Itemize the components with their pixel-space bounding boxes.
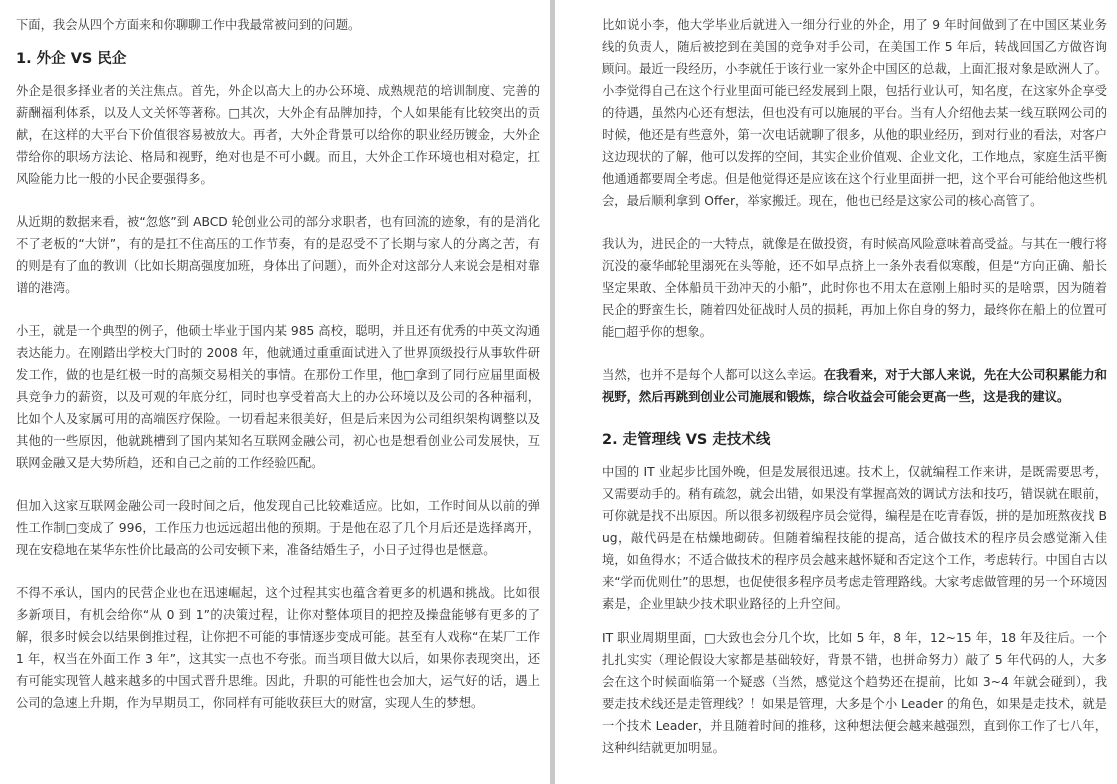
section-heading-management-vs-tech: 2. 走管理线 VS 走技术线 [602, 432, 771, 448]
paragraph-xiaowang-example: 小王，就是一个典型的例子，他硕士毕业于国内某 985 高校，聪明，并且还有优秀的中英文沟通表达能力。在刚踏出学校大门时的 2008 年，他就通过重重面试进入了世界顶级投行从事软件研发工作，做的也是红极一时的高频交易相关的事情。在那份工作里，他□拿到了同行应届里面极具竞争力的薪资，以及可观的年底分红，同时也享受着高大上的办公环境以及公司的各种福利，比如个人及家属可用的高端医疗保险。一切看起来很美好，但是后来因为公司组织架构调整以及其他的一些原因，他就跳槽到了国内某知名互联网金融公司，初心也是想看创业公司发展快，互联网金融又是大势所趋，还和自己之前的工作经验匹配。 [16, 324, 540, 470]
paragraph-private-company-rise: 不得不承认，国内的民营企业也在迅速崛起，这个过程其实也蕴含着更多的机遇和挑战。比如很多新项目，有机会给你“从 0 到 1”的决策过程，让你对整体项目的把控及操盘能够有更多的了解，很多时候会以结果倒推过程，让你把不可能的事情逐步变成可能。甚至有人戏称“在某厂工作 1 年，权当在外面工作 3 年”，这其实一点也不夸张。而当项目做大以后，如果你表现突出，还有可能实现管人越来越多的中国式晋升思维。因此，升职的可能性也会加大，运气好的话，遇上公司的急速上升期，作为早期员工，你同样有可能收获巨大的财富，实现人生的梦想。 [16, 586, 540, 710]
paragraph-career-cycle: IT 职业周期里面，□大致也会分几个坎，比如 5 年，8 年，12~15 年，18 年及往后。一个扎扎实实（理论假设大家都是基础较好，背景不错，也拼命努力）敲了 5 年代码的人，大多会在这个时候面临第一个疑惑（当然，感觉这个趋势还在提前，比如 3~4 年就会碰到），我要走技术线还是走管理线？！如果是管理，大多是个小 Leader 的角色，如果是走技术，就是一个技术 Leader，并且随着时间的推移，这种想法便会越来越强烈，直到你工作了七八年，这种纠结就更加明显。 [602, 631, 1107, 755]
paragraph-foreign-company-advantages: 外企是很多择业者的关注焦点。首先，外企以高大上的办公环境、成熟规范的培训制度、完善的薪酬福利体系，以及人文关怀等著称。□其次，大外企有品牌加持，个人如果能有比较突出的贡献，在这样的大平台下价值很容易被放大。再者，大外企背景可以给你的职业经历镀金，大外企带给你的职场方法论、格局和视野，绝对也是不可小觑。而且，大外企工作环境也相对稳定，扛风险能力比一般的小民企要强得多。 [16, 84, 540, 186]
intro-paragraph: 下面，我会从四个方面来和你聊聊工作中我最常被问到的问题。 [16, 18, 361, 32]
advice-plain-text: 当然，也并不是每个人都可以这么幸运。 [602, 368, 824, 382]
paragraph-xiaowang-outcome: 但加入这家互联网金融公司一段时间之后，他发现自己比较难适应。比如，工作时间从以前的弹性工作制□变成了 996，工作压力也远远超出他的预期。于是他在忍了几个月后还是选择离开，现在安稳地在某华东性价比最高的公司安顿下来，准备结婚生子，小日子过得也是惬意。 [16, 499, 540, 557]
advice-bold-text: 在我看来，对于大部人来说，先在大公司积累能力和视野，然后再跳到创业公司施展和锻炼，综合收益会可能会更高一些，这是我的建议。 [602, 368, 1107, 404]
paragraph-it-industry: 中国的 IT 业起步比国外晚，但是发展很迅速。技术上，仅就编程工作来讲，是既需要思考，又需要动手的。稍有疏忽，就会出错，如果没有掌握高效的调试方法和技巧，错误就在眼前，可你就是找不出原因。所以很多初级程序员会觉得，编程是在吃青春饭，拼的是加班熬夜找 Bug，敲代码是在枯燥地砌砖。但随着编程技能的提高，适合做技术的程序员会感觉渐入佳境，如鱼得水；不适合做技术的程序员会越来越怀疑和否定这个工作，考虑转行。中国自古以来“学而优则仕”的思想，也促使很多程序员考虑走管理路线。大家考虑做管理的另一个环境因素是，企业里缺少技术职业路径的上升空间。 [602, 465, 1107, 611]
paragraph-advice [602, 364, 1107, 408]
paragraph-investment-analogy: 我认为，进民企的一大特点，就像是在做投资，有时候高风险意味着高受益。与其在一艘行将沉没的豪华邮轮里溺死在头等舱，还不如早点挤上一条外表看似寒酸，但是“方向正确、船长坚定果敢、全体船员干劲冲天的小船”，此时你也不用太在意刚上船时买的是啥票，因为随着民企的野蛮生长，随着四处征战时人员的损耗，再加上你自身的努力，最终你在船上的位置可能□超乎你的想象。 [602, 237, 1107, 339]
paragraph-recent-data: 从近期的数据来看，被“忽悠”到 ABCD 轮创业公司的部分求职者，也有回流的迹象，有的是消化不了老板的“大饼”，有的是扛不住高压的工作节奏，有的是忍受不了长期与家人的分离之苦，有的则是有了血的教训（比如长期高强度加班，身体出了问题），而外企对这部分人来说会是相对靠谱的港湾。 [16, 215, 540, 295]
paragraph-xiaoli-example: 比如说小李，他大学毕业后就进入一细分行业的外企，用了 9 年时间做到了在中国区某业务线的负责人，随后被挖到在美国的竞争对手公司，在美国工作 5 年后，转战回国乙方做咨询顾问。最近一段经历，小李就任于该行业一家外企中国区的总裁，上面汇报对象是欧洲人了。小李觉得自己在这个行业里面可能已经发展到上限，包括行业认可，知名度，在这家外企享受的待遇，虽然内心还有想法，但也没有可以施展的平台。当有人介绍他去某一线互联网公司的时候，他还是有些意外，第一次电话就聊了很多，从他的职业经历，到对行业的看法，对客户这边现状的了解，他可以发挥的空间，其实企业价值观、企业文化，工作地点，家庭生活平衡他通通都要周全考虑。但是他觉得还是应该在这个行业里面拼一把，这个平台可能给他这些机会，最后顺利拿到 Offer，举家搬迁。现在，他也已经是这家公司的核心高管了。 [602, 18, 1107, 208]
left-page [0, 0, 550, 784]
right-page [555, 0, 1117, 784]
section-heading-foreign-vs-private: 1. 外企 VS 民企 [16, 51, 127, 67]
